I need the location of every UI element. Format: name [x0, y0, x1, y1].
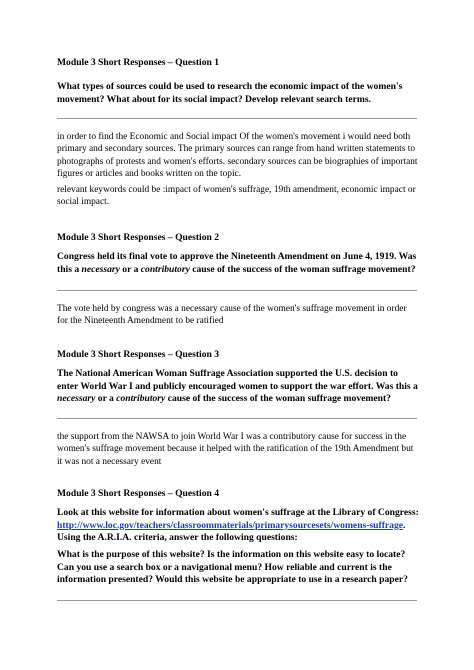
q1-answer-paragraph-2: relevant keywords could be :impact of women's suffrage, 19th amendment, economic impact or social impact.: [57, 185, 416, 208]
q4-prompt: Look at this website for information about women's suffrage at the Library of Congress: http://www.loc.gov/teachers/classroommaterials/primarysourcesets/womens-suffrage. Using the A.R.I.A. criteria, answer the following questions:: [57, 507, 419, 544]
q3-answer-divider: [57, 418, 417, 419]
q2-term-necessary: necessary: [81, 263, 120, 275]
q1-prompt: What types of sources could be used to research the economic impact of the women's movement? What about for its social impact? Develop relevant search terms.: [57, 81, 403, 105]
q2-answer: The vote held by congress was a necessary cause of the women's suffrage movement in order for the Nineteenth Amendment to be ratified: [57, 304, 407, 327]
loc-suffrage-link[interactable]: http://www.loc.gov/teachers/classroommaterials/primarysourcesets/womens-suffrage: [57, 519, 404, 531]
q2-prompt: Congress held its final vote to approve the Nineteenth Amendment on June 4, 1919. Was this a necessary or a contributory cause of the success of the woman suffrage movement?: [57, 251, 417, 275]
q3-heading: Module 3 Short Responses – Question 3: [57, 349, 220, 360]
q1-answer-paragraph-1: in order to find the Economic and Social impact Of the women's movement i would need both primary and secondary sources. The primary sources can range from hand written statements to photographs of protests and women's efforts. secondary sources can be biographies of important figures or articles and books written on the topic.: [57, 132, 418, 180]
q4-heading: Module 3 Short Responses – Question 4: [57, 488, 220, 499]
q3-answer: the support from the NAWSA to join World War I was a contributory cause for success in the women's suffrage movement because it helped with the ratification of the 19th Amendment but it was not a necessary event: [57, 432, 414, 467]
q1-answer-divider: [57, 118, 417, 119]
q2-answer-divider: [57, 290, 417, 291]
q2-term-contributory: contributory: [140, 263, 190, 275]
q1-heading: Module 3 Short Responses – Question 1: [57, 57, 220, 68]
q3-term-contributory: contributory: [116, 393, 166, 405]
q4-aria-questions: What is the purpose of this website? Is the information on this website easy to locate? Can you use a search box or a navigational menu? How reliable and current is the information presented? Would this website be appropriate to use in a research paper?: [57, 549, 408, 586]
q4-answer-divider: [57, 600, 417, 601]
q3-prompt: The National American Woman Suffrage Association supported the U.S. decision to enter World War I and publicly encouraged women to support the war effort. Was this a necessary or a contributory cause of the success of the woman suffrage movement?: [57, 368, 418, 405]
q2-heading: Module 3 Short Responses – Question 2: [57, 232, 220, 243]
q3-term-necessary: necessary: [57, 393, 96, 405]
